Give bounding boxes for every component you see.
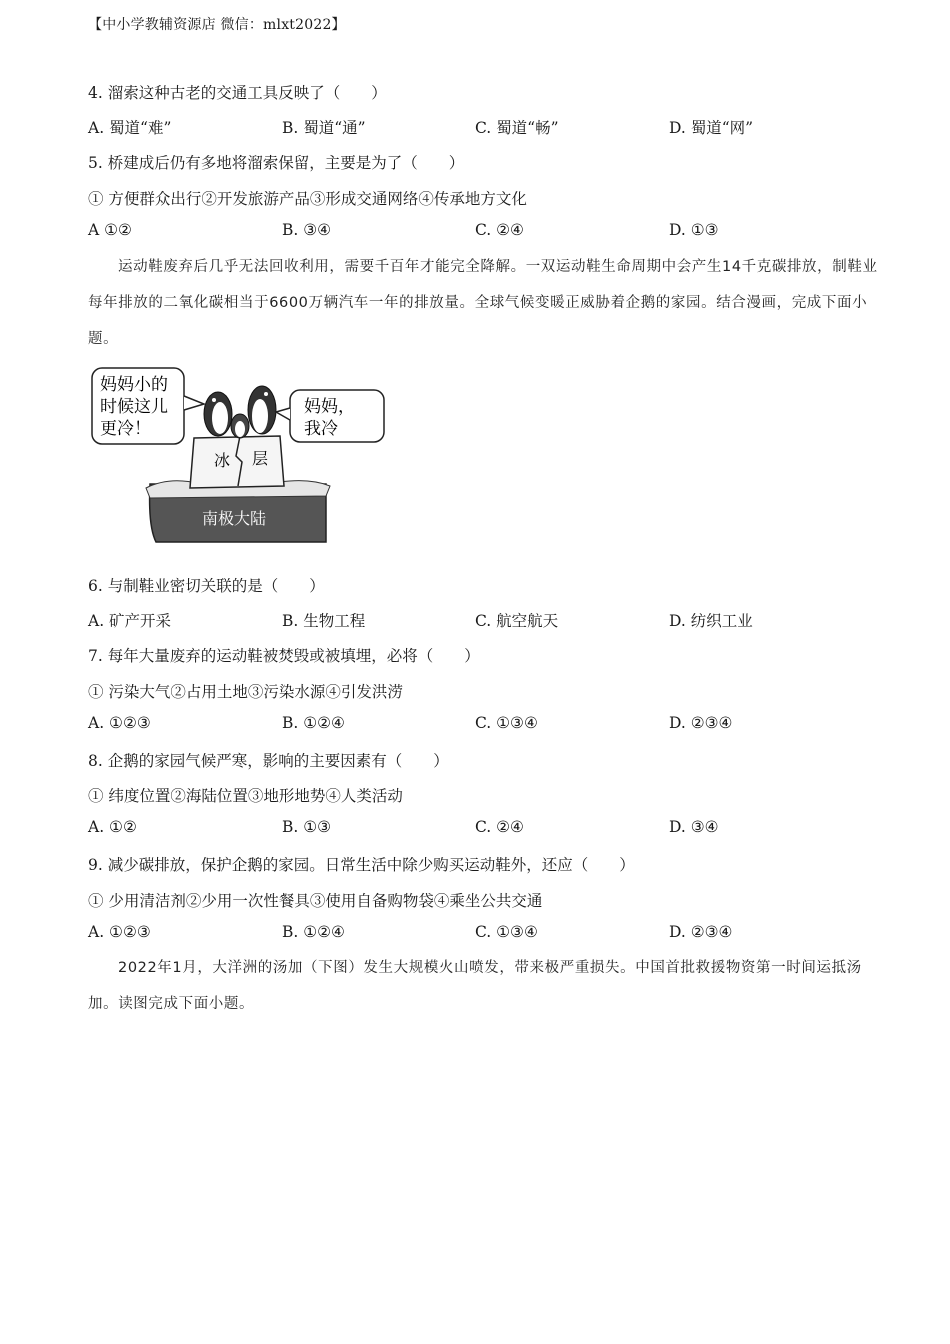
q7-option-d[interactable]: D. ②③④ xyxy=(669,714,733,732)
q8-option-a[interactable]: A. ①② xyxy=(88,818,137,836)
q7-options xyxy=(88,714,868,736)
q5-items: ① 方便群众出行②开发旅游产品③形成交通网络④传承地方文化 xyxy=(88,190,527,208)
land-label: 南极大陆 xyxy=(202,509,267,528)
q8-options xyxy=(88,818,868,840)
bubble-left-line-2: 时候这儿 xyxy=(100,397,168,417)
q4-option-b[interactable]: B. 蜀道“通” xyxy=(282,119,366,137)
bubble-right-line-1: 妈妈， xyxy=(304,397,355,417)
q9-items: ① 少用清洁剂②少用一次性餐具③使用自备购物袋④乘坐公共交通 xyxy=(88,892,543,910)
q9-option-c[interactable]: C. ①③④ xyxy=(475,923,538,941)
q7-items: ① 污染大气②占用土地③污染水源④引发洪涝 xyxy=(88,683,403,701)
q4-option-c[interactable]: C. 蜀道“畅” xyxy=(475,119,559,137)
q9-option-a[interactable]: A. ①②③ xyxy=(88,923,151,941)
q5-option-a[interactable]: A ①② xyxy=(88,221,132,239)
q5-option-c[interactable]: C. ②④ xyxy=(475,221,524,239)
q4-stem: 4. 溜索这种古老的交通工具反映了（ ） xyxy=(88,84,387,102)
q8-items: ① 纬度位置②海陆位置③地形地势④人类活动 xyxy=(88,787,403,805)
q4-options xyxy=(88,116,868,138)
q9-option-b[interactable]: B. ①②④ xyxy=(282,923,345,941)
ice-block-shape xyxy=(190,436,284,488)
q6-option-d[interactable]: D. 纺织工业 xyxy=(669,612,753,630)
bubble-right-line-2: 我冷 xyxy=(304,419,338,439)
q8-option-b[interactable]: B. ①③ xyxy=(282,818,332,836)
ice-label-left: 冰 xyxy=(214,451,231,470)
penguin-cartoon xyxy=(90,366,390,548)
q6-stem: 6. 与制鞋业密切关联的是（ ） xyxy=(88,577,325,595)
q7-stem: 7. 每年大量废弃的运动鞋被焚毁或被填埋，必将（ ） xyxy=(88,647,480,665)
q5-options xyxy=(88,221,868,243)
passage-shoes: 运动鞋废弃后几乎无法回收利用，需要千百年才能完全降解。一双运动鞋生命周期中会产生14千克碳排放，制鞋业每年排放的二氧化碳相当于6600万辆汽车一年的排放量。全球气候变暖正威胁着企鹅的家园。结合漫画，完成下面小题。 xyxy=(88,259,878,347)
q9-option-d[interactable]: D. ②③④ xyxy=(669,923,733,941)
q7-option-c[interactable]: C. ①③④ xyxy=(475,714,538,732)
q6-option-b[interactable]: B. 生物工程 xyxy=(282,612,366,630)
q7-option-b[interactable]: B. ①②④ xyxy=(282,714,345,732)
q5-stem: 5. 桥建成后仍有多地将溜索保留，主要是为了（ ） xyxy=(88,154,465,172)
q5-option-d[interactable]: D. ①③ xyxy=(669,221,719,239)
q5-option-b[interactable]: B. ③④ xyxy=(282,221,332,239)
q6-option-a[interactable]: A. 矿产开采 xyxy=(88,612,172,630)
passage-tonga: 2022年1月，大洋洲的汤加（下图）发生大规模火山喷发，带来极严重损失。中国首批救援物资第一时间运抵汤加。读图完成下面小题。 xyxy=(88,960,862,1012)
page-header: 【中小学教辅资源店 微信：mlxt2022】 xyxy=(88,17,346,33)
q8-option-d[interactable]: D. ③④ xyxy=(669,818,719,836)
q4-option-d[interactable]: D. 蜀道“网” xyxy=(669,119,754,137)
q8-option-c[interactable]: C. ②④ xyxy=(475,818,524,836)
q6-options xyxy=(88,609,868,631)
bubble-left-line-1: 妈妈小的 xyxy=(100,375,168,395)
q7-option-a[interactable]: A. ①②③ xyxy=(88,714,151,732)
q9-stem: 9. 减少碳排放，保护企鹅的家园。日常生活中除少购买运动鞋外，还应（ ） xyxy=(88,856,635,874)
q4-option-a[interactable]: A. 蜀道“难” xyxy=(88,119,172,137)
q8-stem: 8. 企鹅的家园气候严寒，影响的主要因素有（ ） xyxy=(88,752,449,770)
q9-options xyxy=(88,923,868,945)
bubble-left-line-3: 更冷！ xyxy=(100,419,151,439)
q6-option-c[interactable]: C. 航空航天 xyxy=(475,612,559,630)
ice-label-right: 层 xyxy=(252,449,269,468)
